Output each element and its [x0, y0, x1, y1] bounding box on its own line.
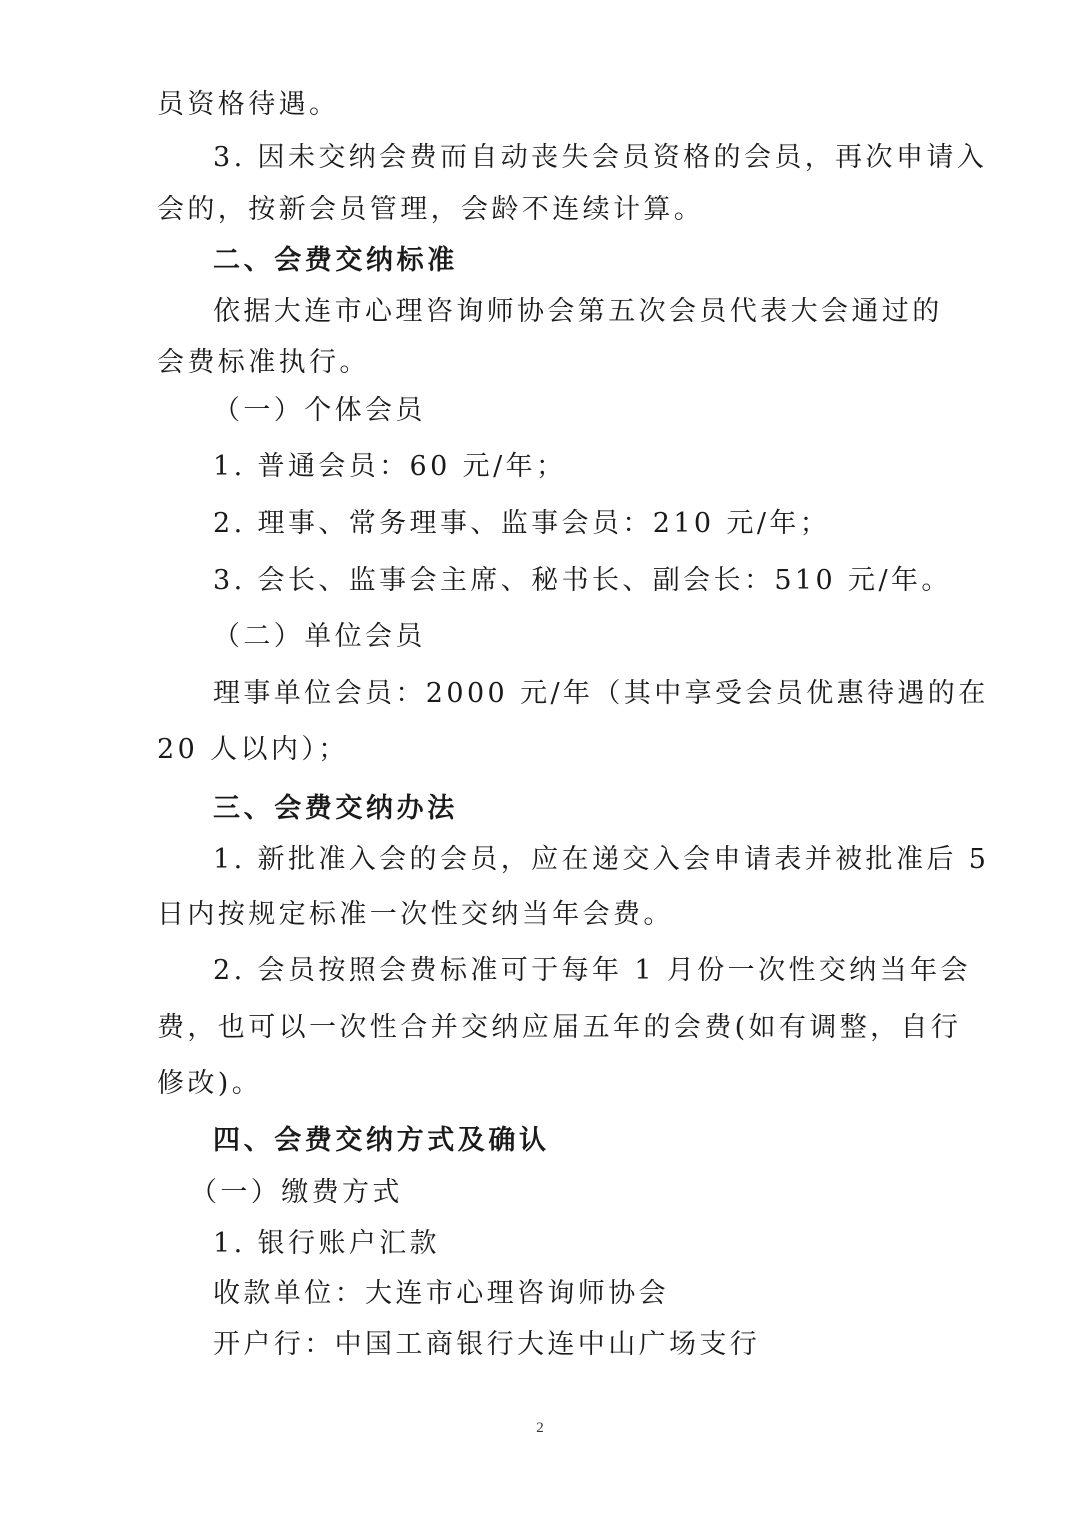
- paragraph-line: 20 人以内）；: [157, 734, 349, 765]
- paragraph-line: 收款单位：大连市心理咨询师协会: [213, 1278, 669, 1309]
- subsection-heading: （一）个体会员: [213, 395, 426, 426]
- list-item: 1. 普通会员：60 元/年；: [213, 451, 567, 482]
- section-heading: 三、会费交纳办法: [213, 793, 458, 824]
- list-item: 2. 理事、常务理事、监事会员：210 元/年；: [213, 508, 831, 539]
- paragraph-line: 会费标准执行。: [157, 347, 370, 378]
- paragraph-line: 依据大连市心理咨询师协会第五次会员代表大会通过的: [213, 296, 943, 327]
- paragraph-line: 理事单位会员：2000 元/年（其中享受会员优惠待遇的在: [213, 678, 989, 709]
- list-item: 1. 银行账户汇款: [213, 1228, 440, 1259]
- paragraph-line: 员资格待遇。: [157, 89, 340, 120]
- paragraph-line: 开户行：中国工商银行大连中山广场支行: [213, 1329, 761, 1360]
- paragraph-line: 会的，按新会员管理，会龄不连续计算。: [157, 194, 705, 225]
- section-heading: 二、会费交纳标准: [213, 245, 458, 276]
- paragraph-line: 修改)。: [157, 1068, 263, 1099]
- list-item: 3. 会长、监事会主席、秘书长、副会长：510 元/年。: [213, 565, 952, 596]
- paragraph-line: 日内按规定标准一次性交纳当年会费。: [157, 899, 674, 930]
- paragraph-line: 1. 新批准入会的会员，应在递交入会申请表并被批准后 5: [213, 844, 990, 875]
- paragraph-line: 费，也可以一次性合并交纳应届五年的会费(如有调整，自行: [157, 1012, 962, 1043]
- section-heading: 四、会费交纳方式及确认: [213, 1125, 550, 1156]
- subsection-heading: （一）缴费方式: [190, 1177, 403, 1208]
- paragraph-line: 2. 会员按照会费标准可于每年 1 月份一次性交纳当年会: [213, 955, 971, 986]
- subsection-heading: （二）单位会员: [213, 621, 426, 652]
- paragraph-line: 3. 因未交纳会费而自动丧失会员资格的会员，再次申请入: [213, 142, 988, 173]
- page-number: 2: [536, 1420, 544, 1436]
